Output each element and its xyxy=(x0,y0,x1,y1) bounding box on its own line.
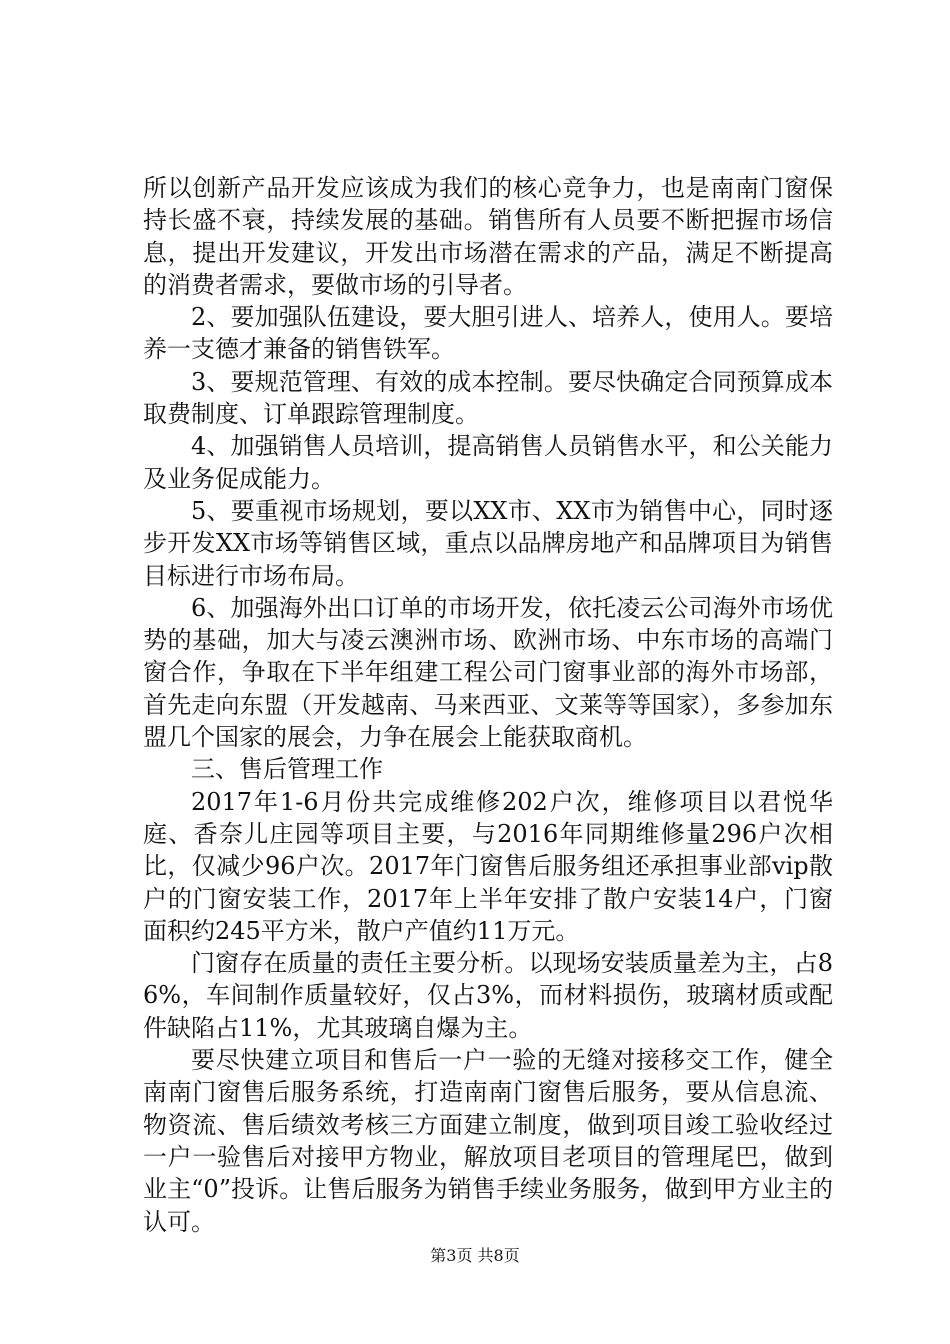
paragraph-4: 4、加强销售人员培训，提高销售人员销售水平，和公关能力及业务促成能力。 xyxy=(143,432,833,493)
paragraph-3: 3、要规范管理、有效的成本控制。要尽快确定合同预算成本取费制度、订单跟踪管理制度。 xyxy=(143,367,833,429)
paragraph-2: 2、要加强队伍建设，要大胆引进人、培养人，使用人。要培养一支德才兼备的销售铁军。 xyxy=(143,303,833,364)
paragraph-6: 6、加强海外出口订单的市场开发，依托凌云公司海外市场优势的基础，加大与凌云澳洲市场、欧洲市场、中东市场的高端门窗合作，争取在下半年组建工程公司门窗事业部的海外市场部，首先走向东盟（开发越南、马来西亚、文莱等等国家），多参加东盟几个国家的展会，力争在展会上能获取商机。 xyxy=(143,593,833,752)
paragraph-7: 2017年1-6月份共完成维修202户次，维修项目以君悦华庭、香奈儿庄园等项目主要，与2016年同期维修量296户次相比，仅减少96户次。2017年门窗售后服务组还承担事业部vip散户的门窗安装工作，2017年上半年安排了散户安装14户，门窗面积约245平方米，散户产值约11万元。 xyxy=(143,787,833,945)
paragraph-9: 要尽快建立项目和售后一户一验的无缝对接移交工作，健全南南门窗售后服务系统，打造南南门窗售后服务，要从信息流、物资流、售后绩效考核三方面建立制度，做到项目竣工验收经过一户一验售后对接甲方物业，解放项目老项目的管理尾巴，做到业主“0”投诉。让售后服务为销售手续业务服务，做到甲方业主的认可。 xyxy=(143,1046,833,1236)
page-number-footer: 第3页 共8页 xyxy=(430,1246,520,1265)
paragraph-8: 门窗存在质量的责任主要分析。以现场安装质量差为主，占86%，车间制作质量较好，仅占3%，而材料损伤，玻璃材质或配件缺陷占11%，尤其玻璃自爆为主。 xyxy=(143,949,833,1042)
document-body xyxy=(143,172,833,1238)
paragraph-5: 5、要重视市场规划，要以XX市、XX市为销售中心，同时逐步开发XX市场等销售区域，重点以品牌房地产和品牌项目为销售目标进行市场布局。 xyxy=(143,496,833,590)
paragraph-1: 所以创新产品开发应该成为我们的核心竞争力，也是南南门窗保持长盛不衰，持续发展的基础。销售所有人员要不断把握市场信息，提出开发建议，开发出市场潜在需求的产品，满足不断提高的消费者需求，要做市场的引导者。 xyxy=(143,174,833,299)
section-heading: 三、售后管理工作 xyxy=(191,755,383,784)
